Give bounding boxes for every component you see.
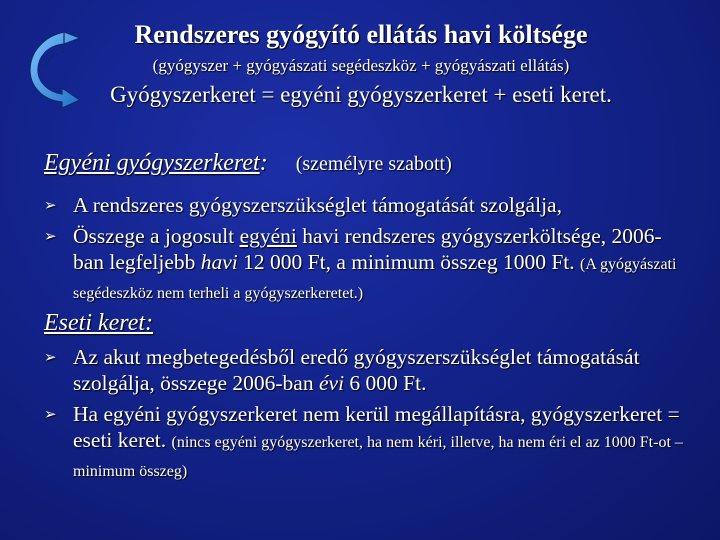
arrow-bullet-icon: ➢ (44, 405, 57, 423)
bullet-text-italic: évi (318, 371, 345, 395)
bullet-text-part: havi rendszeres gyógyszerköltsége, 2006-ban legfeljebb (73, 224, 662, 274)
section-heading-colon: : (259, 150, 268, 176)
bullet-text-part: Az akut megbetegedésből eredő gyógyszerszükséglet támogatását szolgálja, összege 2006-ban (73, 345, 640, 395)
section-heading-text: Egyéni gyógyszerkeret (44, 150, 260, 176)
bullet-text-small: (nincs egyéni gyógyszerkeret, ha nem kéri, illetve, ha nem éri el az 1000 Ft-ot – minimum összeg) (73, 434, 683, 480)
bullet-text-part: 12 000 Ft, a minimum összeg 1000 Ft. (237, 250, 581, 274)
bullet-text-part: 6 000 Ft. (344, 371, 427, 395)
section-note: (személyre szabott) (295, 153, 452, 175)
arrow-bullet-icon: ➢ (44, 348, 57, 366)
bullet-text (73, 401, 684, 485)
bullet-text-italic: havi (200, 250, 238, 274)
bullet-text (73, 223, 684, 307)
slide-subtitle: (gyógyszer + gyógyászati segédeszköz + gyógyászati ellátás) (152, 56, 570, 75)
bullet-text-part: Ha egyéni gyógyszerkeret nem kerül megállapításra, gyógyszerkeret = eseti keret. (73, 402, 680, 452)
bullet-item (44, 344, 684, 396)
slide-title: Rendszeres gyógyító ellátás havi költsége (134, 20, 588, 49)
bullet-text-small: (A gyógyászati segédeszköz nem terheli a gyógyszerkeretet.) (73, 256, 677, 302)
section-heading-egyeni (44, 150, 452, 177)
bullet-text: A rendszeres gyógyszerszükséglet támogatását szolgálja, (73, 193, 562, 217)
bullet-text (73, 344, 684, 396)
formula-line: Gyógyszerkeret = egyéni gyógyszerkeret + eseti keret. (110, 82, 612, 107)
bullet-text-underlined: egyéni (239, 224, 297, 248)
arrow-bullet-icon: ➢ (44, 227, 57, 245)
section-heading-text: Eseti keret: (44, 310, 154, 336)
bullet-item (44, 401, 684, 485)
curved-arrow-icon (28, 30, 86, 108)
arrow-bullet-icon: ➢ (44, 196, 57, 214)
section-heading-eseti (44, 310, 153, 337)
bullet-item (44, 223, 684, 307)
bullet-item (44, 192, 684, 218)
bullet-text-part: Összege a jogosult (73, 224, 240, 248)
